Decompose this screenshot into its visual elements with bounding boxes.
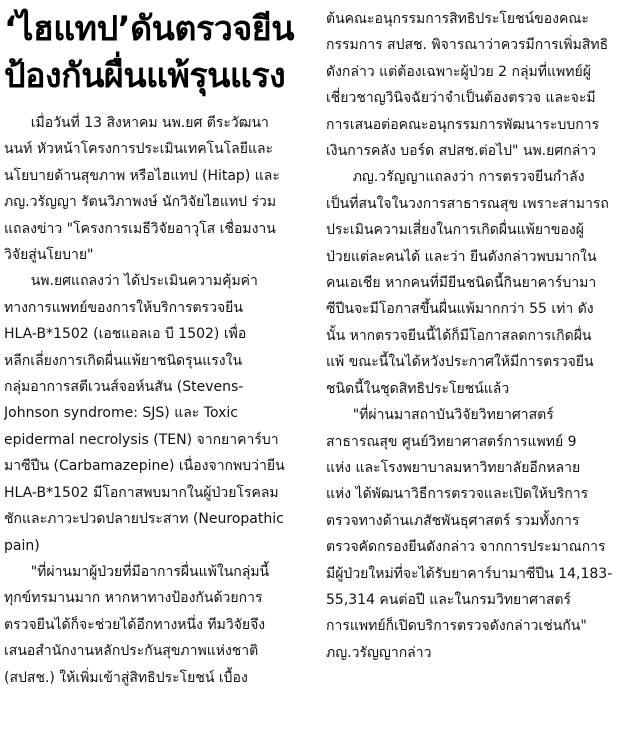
- headline-line-1: ‘ไฮแทป’ดันตรวจยีน: [4, 9, 294, 49]
- article-text-line: 55,314 คนต่อปี และในกรมวิทยาศาสตร์: [326, 591, 572, 608]
- article-text-line: เงินการคลัง บอร์ด สปสช.ต่อไป" นพ.ยศกล่าว: [326, 143, 596, 160]
- article-text-line: การแพทย์ก็เปิดบริการตรวจดังกล่าวเช่นกัน": [326, 618, 587, 635]
- article-text-line: เสนอสำนักงานหลักประกันสุขภาพแห่งชาติ: [4, 643, 259, 660]
- article-text-line: แห่ง และโรงพยาบาลมหาวิทยาลัยอีกหลาย: [326, 459, 581, 476]
- article-text-line: "ที่ผ่านมาผู้ป่วยที่มีอาการผื่นแพ้ในกลุ่มนี้: [4, 563, 270, 580]
- article-text-line: นโยบายด้านสุขภาพ หรือไฮแทป (Hitap) และ: [4, 167, 280, 184]
- article-text-line: แพ้ ขณะนี้ในได้หวังประกาศให้มีการตรวจยีน: [326, 354, 594, 371]
- article-text-line: กรรมการ สปสช. พิจารณาว่าควรมีการเพิ่มสิทธิ: [326, 37, 609, 54]
- article-text-line: ภญ.วรัญญา รัตนวิภาพงษ์ นักวิจัยไฮแทป ร่วม: [4, 194, 277, 211]
- article-text-line: คนเอเชีย หากคนที่มียีนชนิดนี้กินยาคาร์บามา: [326, 275, 597, 292]
- article-text-line: เมื่อวันที่ 13 สิงหาคม นพ.ยศ ตีระวัฒนา: [4, 115, 269, 131]
- article-text-line: Johnson syndrome: SJS) และ Toxic: [4, 405, 238, 422]
- article-text-line: มาซีปีน (Carbamazepine) เนื่องจากพบว่ายีน: [4, 458, 285, 475]
- article-text-line: HLA-B*1502 (เอชแอลเอ บี 1502) เพื่อ: [4, 326, 247, 343]
- article-text-line: แห่ง ได้พัฒนาวิธีการตรวจและเปิดให้บริการ: [326, 486, 589, 503]
- article-text-line: ตรวจคัดกรองยีนดังกล่าว จากการประมาณการ: [326, 539, 606, 556]
- article-text-line: ทางการแพทย์ของการให้บริการตรวจยีน: [4, 299, 243, 316]
- article-text-line: การเสนอต่อคณะอนุกรรมการพัฒนาระบบการ: [326, 116, 600, 133]
- article-text-line: มีผู้ป่วยใหม่ที่จะได้รับยาคาร์บามาซีปีน 14,183-: [326, 565, 613, 582]
- article-text-line: pain): [4, 537, 40, 554]
- article-text-line: ต้นคณะอนุกรรมการสิทธิประโยชน์ของคณะ: [326, 11, 589, 27]
- article-text-line: ดังกล่าว แต่ต้องเฉพาะผู้ป่วย 2 กลุ่มที่แพทย์ผู้: [326, 63, 591, 80]
- article-text-line: หลีกเลี่ยงการเกิดผื่นแพ้ยาชนิดรุนแรงใน: [4, 352, 243, 369]
- article-text-line: ป่วยแต่ละคนได้ และว่า ยีนดังกล่าวพบมากใน: [326, 248, 597, 265]
- article-text-line: ประเมินความเสี่ยงในการเกิดผื่นแพ้ยาของผู้: [326, 222, 584, 239]
- article-text-line: วิจัยสู่นโยบาย": [4, 247, 94, 264]
- article-text-line: epidermal necrolysis (TEN) จากยาคาร์บา: [4, 431, 279, 448]
- article-text-line: ชนิดนี้ในชุดสิทธิประโยชน์แล้ว: [326, 380, 510, 397]
- article-text-line: ทุกข์ทรมานมาก หากหาทางป้องกันด้วยการ: [4, 590, 263, 607]
- article-text-line: สาธารณสุข ศูนย์วิทยาศาสตร์การแพทย์ 9: [326, 433, 577, 450]
- headline-line-2: ป้องกันผื่นแพ้รุนแรง: [4, 56, 286, 96]
- article-text-line: HLA-B*1502 มีโอกาสพบมากในผู้ป่วยโรคลม: [4, 484, 279, 501]
- left-column-body: [4, 110, 306, 691]
- article-text-line: แถลงข่าว "โครงการเมธีวิจัยอาวุโส เชื่อมงาน: [4, 220, 276, 237]
- article-text-line: นพ.ยศแถลงว่า ได้ประเมินความคุ้มค่า: [4, 273, 258, 290]
- article-text-line: นนท์ หัวหน้าโครงการประเมินเทคโนโลยีและ: [4, 141, 274, 158]
- left-column: [4, 6, 306, 691]
- article-text-line: ภญ.วรัญญากล่าว: [326, 644, 432, 661]
- right-column-body: [326, 6, 630, 666]
- article-text-line: ตรวจยีนได้ก็จะช่วยได้อีกทางหนึ่ง ทีมวิจัยจึง: [4, 616, 266, 633]
- right-column: [326, 6, 630, 666]
- article-text-line: กลุ่มอาการสตีเวนส์จอห์นสัน (Stevens-: [4, 379, 244, 396]
- article-text-line: (สปสช.) ให้เพิ่มเข้าสู่สิทธิประโยชน์ เบื้อง: [4, 669, 248, 686]
- article-text-line: ซีปีนจะมีโอกาสขึ้นผื่นแพ้มากกว่า 55 เท่า ดัง: [326, 301, 594, 318]
- article-text-line: ภญ.วรัญญาแถลงว่า การตรวจยีนกำลัง: [326, 169, 585, 186]
- article-text-line: ตรวจทางด้านเภสัชพันธุศาสตร์ รวมทั้งการ: [326, 512, 580, 529]
- headline: [4, 6, 306, 100]
- article-text-line: เป็นที่สนใจในวงการสาธารณสุข เพราะสามารถ: [326, 195, 609, 212]
- article-text-line: "ที่ผ่านมาสถาบันวิจัยวิทยาศาสตร์: [326, 407, 554, 424]
- article-text-line: นั้น หากตรวจยีนนี้ได้ก็มีโอกาสลดการเกิดผื่น: [326, 327, 592, 344]
- article-text-line: เชี่ยวชาญวินิจฉัยว่าจำเป็นต้องตรวจ และจะมี: [326, 90, 596, 107]
- article-text-line: ชักและภาวะปวดปลายประสาท (Neuropathic: [4, 511, 284, 528]
